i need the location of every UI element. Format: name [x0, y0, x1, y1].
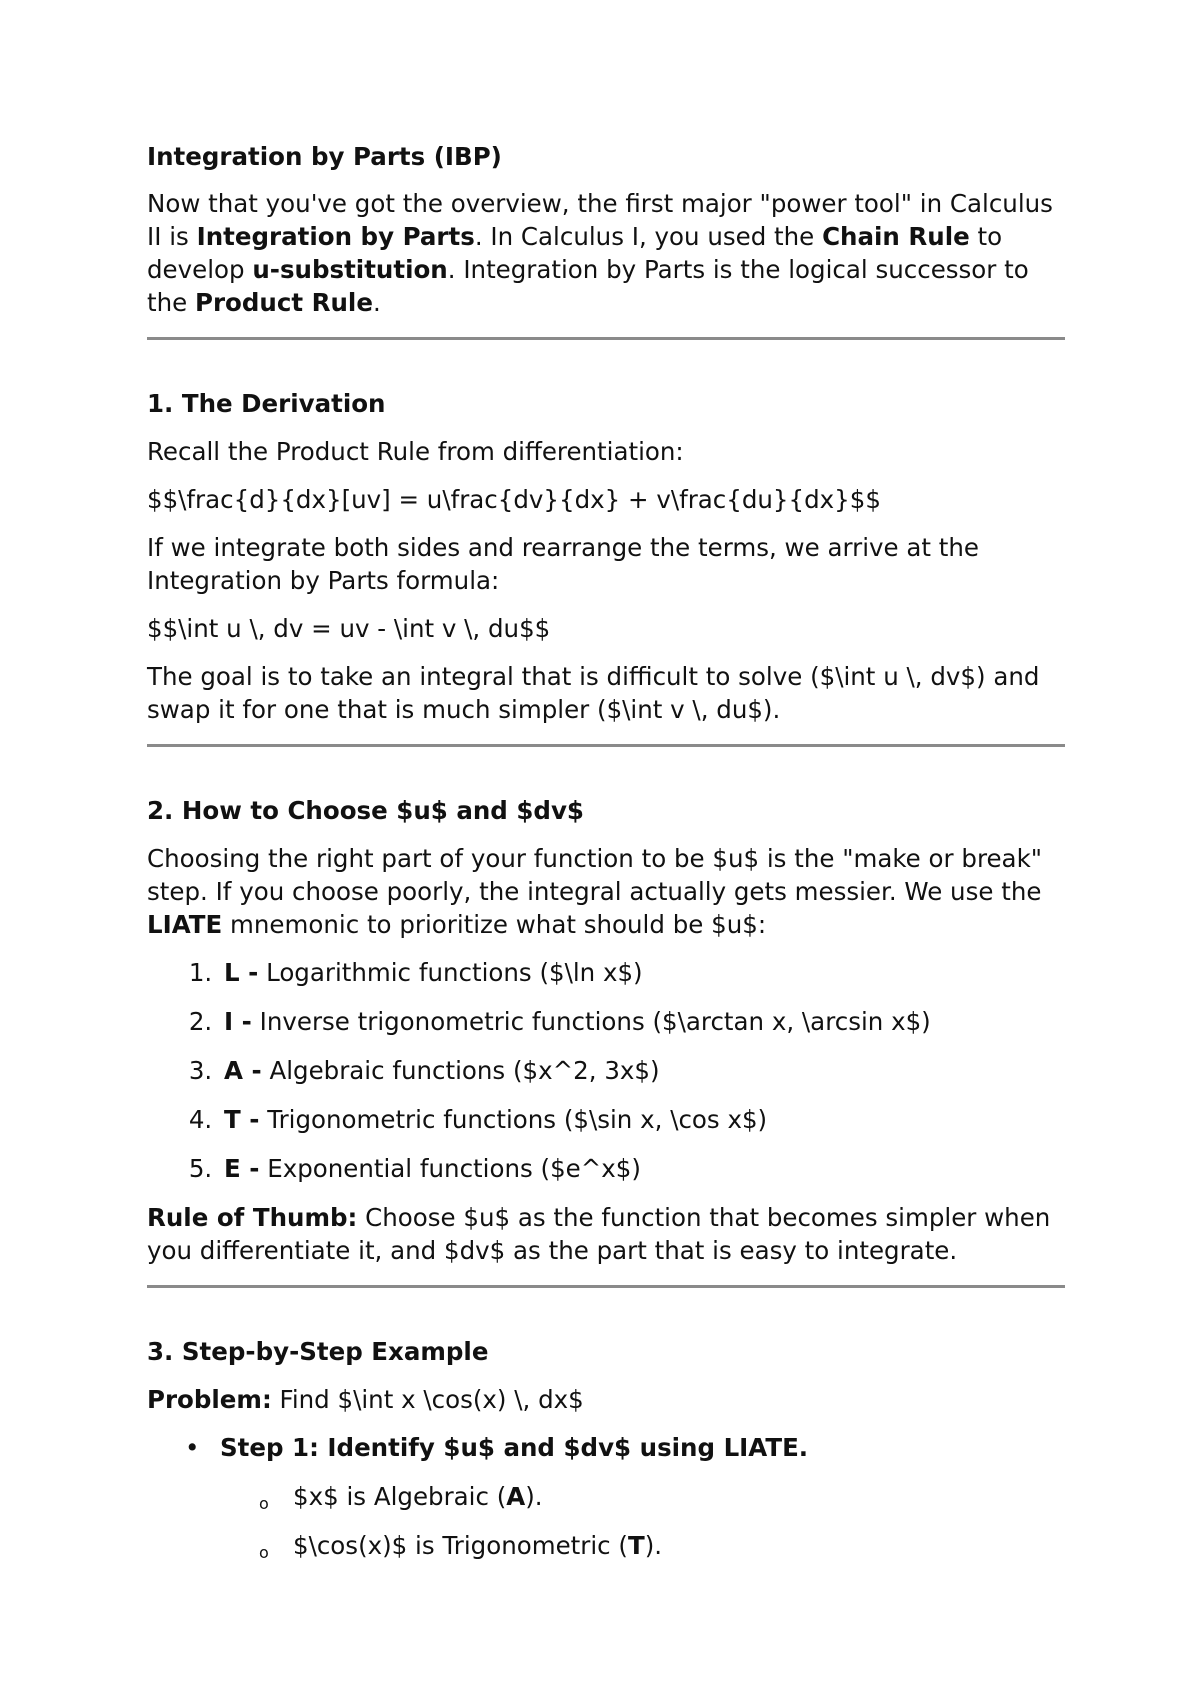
- rule-of-thumb: Rule of Thumb: Choose $u$ as the function that becomes simpler when you differentiate it, and $dv$ as the part that is easy to integrate.: [147, 1203, 1051, 1265]
- list-item: 3. A - Algebraic functions ($x^2, 3x$): [220, 1054, 1065, 1087]
- circle-bullet-icon: o: [259, 1494, 269, 1513]
- derivation-recall: Recall the Product Rule from differentiation:: [147, 437, 684, 466]
- sub-list: [220, 1480, 1065, 1562]
- step-1-label: Step 1: Identify $u$ and $dv$ using LIATE.: [220, 1433, 809, 1462]
- derivation-goal: The goal is to take an integral that is difficult to solve ($\int u \, dv$) and swap it for one that is much simpler ($\int v \, du$).: [147, 662, 1040, 724]
- product-rule-formula: $$\frac{d}{dx}[uv] = u\frac{dv}{dx} + v\frac{du}{dx}$$: [147, 485, 881, 514]
- list-item: o $x$ is Algebraic (A).: [293, 1480, 1065, 1513]
- section-divider: [147, 337, 1065, 340]
- intro-paragraph: Now that you've got the overview, the first major "power tool" in Calculus II is Integration by Parts. In Calculus I, you used the Chain Rule to develop u-substitution. Integration by Parts is the logical successor to the Product Rule.: [147, 189, 1053, 317]
- list-item: 4. T - Trigonometric functions ($\sin x, \cos x$): [220, 1103, 1065, 1136]
- derivation-integrate: If we integrate both sides and rearrange the terms, we arrive at the Integration by Parts formula:: [147, 533, 979, 595]
- steps-list: [147, 1431, 1065, 1562]
- list-item: [185, 1431, 1065, 1562]
- document-title: Integration by Parts (IBP): [147, 142, 502, 171]
- liate-list: [147, 956, 1065, 1185]
- ibp-formula: $$\int u \, dv = uv - \int v \, du$$: [147, 614, 551, 643]
- section-heading-example: 3. Step-by-Step Example: [147, 1337, 489, 1366]
- section-heading-choose: 2. How to Choose $u$ and $dv$: [147, 796, 584, 825]
- list-item: 2. I - Inverse trigonometric functions ($\arctan x, \arcsin x$): [220, 1005, 1065, 1038]
- section-heading-derivation: 1. The Derivation: [147, 389, 386, 418]
- choose-paragraph: Choosing the right part of your function to be $u$ is the "make or break" step. If you choose poorly, the integral actually gets messier. We use the LIATE mnemonic to prioritize what should be $u$:: [147, 844, 1043, 939]
- section-divider: [147, 1285, 1065, 1288]
- list-item: 1. L - Logarithmic functions ($\ln x$): [220, 956, 1065, 989]
- problem-statement: Problem: Find $\int x \cos(x) \, dx$: [147, 1385, 584, 1414]
- list-item: 5. E - Exponential functions ($e^x$): [220, 1152, 1065, 1185]
- section-divider: [147, 744, 1065, 747]
- circle-bullet-icon: o: [259, 1543, 269, 1562]
- bullet-icon: •: [185, 1433, 200, 1462]
- document-page: [147, 140, 1065, 1578]
- list-item: o $\cos(x)$ is Trigonometric (T).: [293, 1529, 1065, 1562]
